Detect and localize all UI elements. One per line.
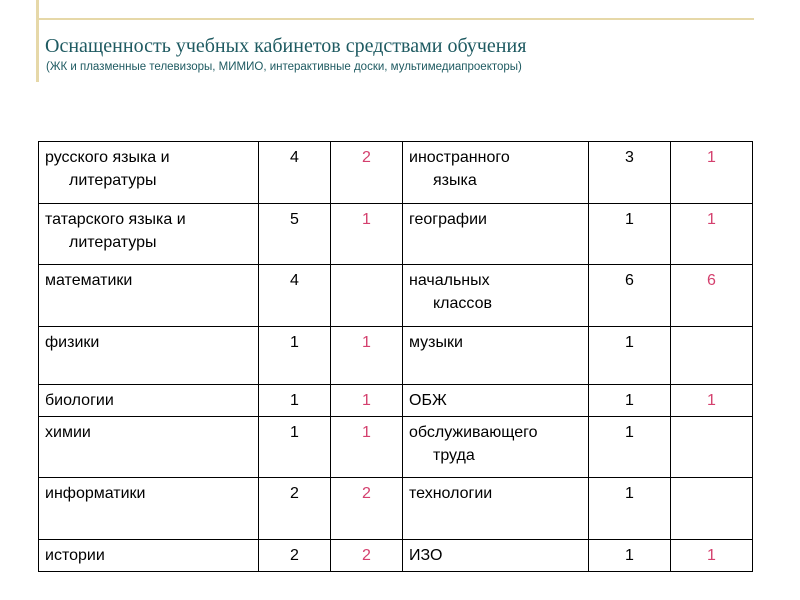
table-row [39,478,753,540]
equipped-count-cell [671,478,753,540]
table-row [39,204,753,265]
equipped-count-cell: 2 [331,540,403,572]
subject-line: ИЗО [409,547,443,564]
subject-cell [403,142,589,204]
count-cell: 3 [589,142,671,204]
equipped-count-cell: 2 [331,478,403,540]
title-accent-bar [36,0,39,82]
subject-line: татарского языка и [45,211,186,228]
subject-cell [403,540,589,572]
subject-line: языка [433,172,477,189]
subject-line: начальных [409,272,490,289]
table-row [39,327,753,385]
equipped-count-cell: 1 [671,204,753,265]
table-row [39,142,753,204]
count-cell: 4 [259,142,331,204]
subject-cell [403,478,589,540]
subject-line: физики [45,334,100,351]
equipment-table [38,141,753,572]
count-cell: 4 [259,265,331,327]
equipped-count-cell: 2 [331,142,403,204]
equipped-count-cell: 1 [671,142,753,204]
count-cell: 1 [589,478,671,540]
count-cell: 1 [589,385,671,417]
count-cell: 1 [259,417,331,478]
subject-line: музыки [409,334,463,351]
subject-line: русского языка и [45,149,170,166]
count-cell: 1 [589,327,671,385]
equipped-count-cell: 1 [671,385,753,417]
subject-line: географии [409,211,487,228]
subject-cell [39,142,259,204]
subject-line: труда [433,447,475,464]
table-row [39,417,753,478]
equipped-count-cell: 6 [671,265,753,327]
subject-line: иностранного [409,149,510,166]
equipped-count-cell: 1 [331,417,403,478]
subject-line: классов [433,295,492,312]
subject-line: литературы [69,172,157,189]
subject-line: математики [45,272,133,289]
equipped-count-cell: 1 [331,327,403,385]
equipped-count-cell: 1 [331,204,403,265]
subject-cell [403,385,589,417]
count-cell: 1 [589,417,671,478]
subject-line: биологии [45,392,114,409]
count-cell: 6 [589,265,671,327]
subject-line: химии [45,424,91,441]
subject-line: технологии [409,485,493,502]
subject-line: литературы [69,234,157,251]
subject-cell [403,265,589,327]
subject-cell [403,327,589,385]
table-row [39,385,753,417]
subject-cell [39,417,259,478]
subject-cell [403,417,589,478]
subject-cell [39,478,259,540]
count-cell: 1 [259,385,331,417]
subject-cell [403,204,589,265]
subject-line: обслуживающего [409,424,538,441]
subject-line: ОБЖ [409,392,447,409]
count-cell: 1 [589,204,671,265]
count-cell: 5 [259,204,331,265]
table-row [39,265,753,327]
subject-cell [39,204,259,265]
table-row [39,540,753,572]
equipped-count-cell: 1 [671,540,753,572]
count-cell: 1 [589,540,671,572]
count-cell: 1 [259,327,331,385]
slide-title: Оснащенность учебных кабинетов средствами обучения [45,35,527,57]
subject-cell [39,540,259,572]
subject-line: истории [45,547,105,564]
subject-cell [39,265,259,327]
subject-cell [39,385,259,417]
subject-line: информатики [45,485,146,502]
count-cell: 2 [259,478,331,540]
count-cell: 2 [259,540,331,572]
equipped-count-cell: 1 [331,385,403,417]
slide-subtitle: (ЖК и плазменные телевизоры, МИМИО, интерактивные доски, мультимедиапроекторы) [46,61,522,73]
title-accent-rule [36,18,754,20]
equipped-count-cell [331,265,403,327]
equipped-count-cell [671,417,753,478]
subject-cell [39,327,259,385]
equipped-count-cell [671,327,753,385]
